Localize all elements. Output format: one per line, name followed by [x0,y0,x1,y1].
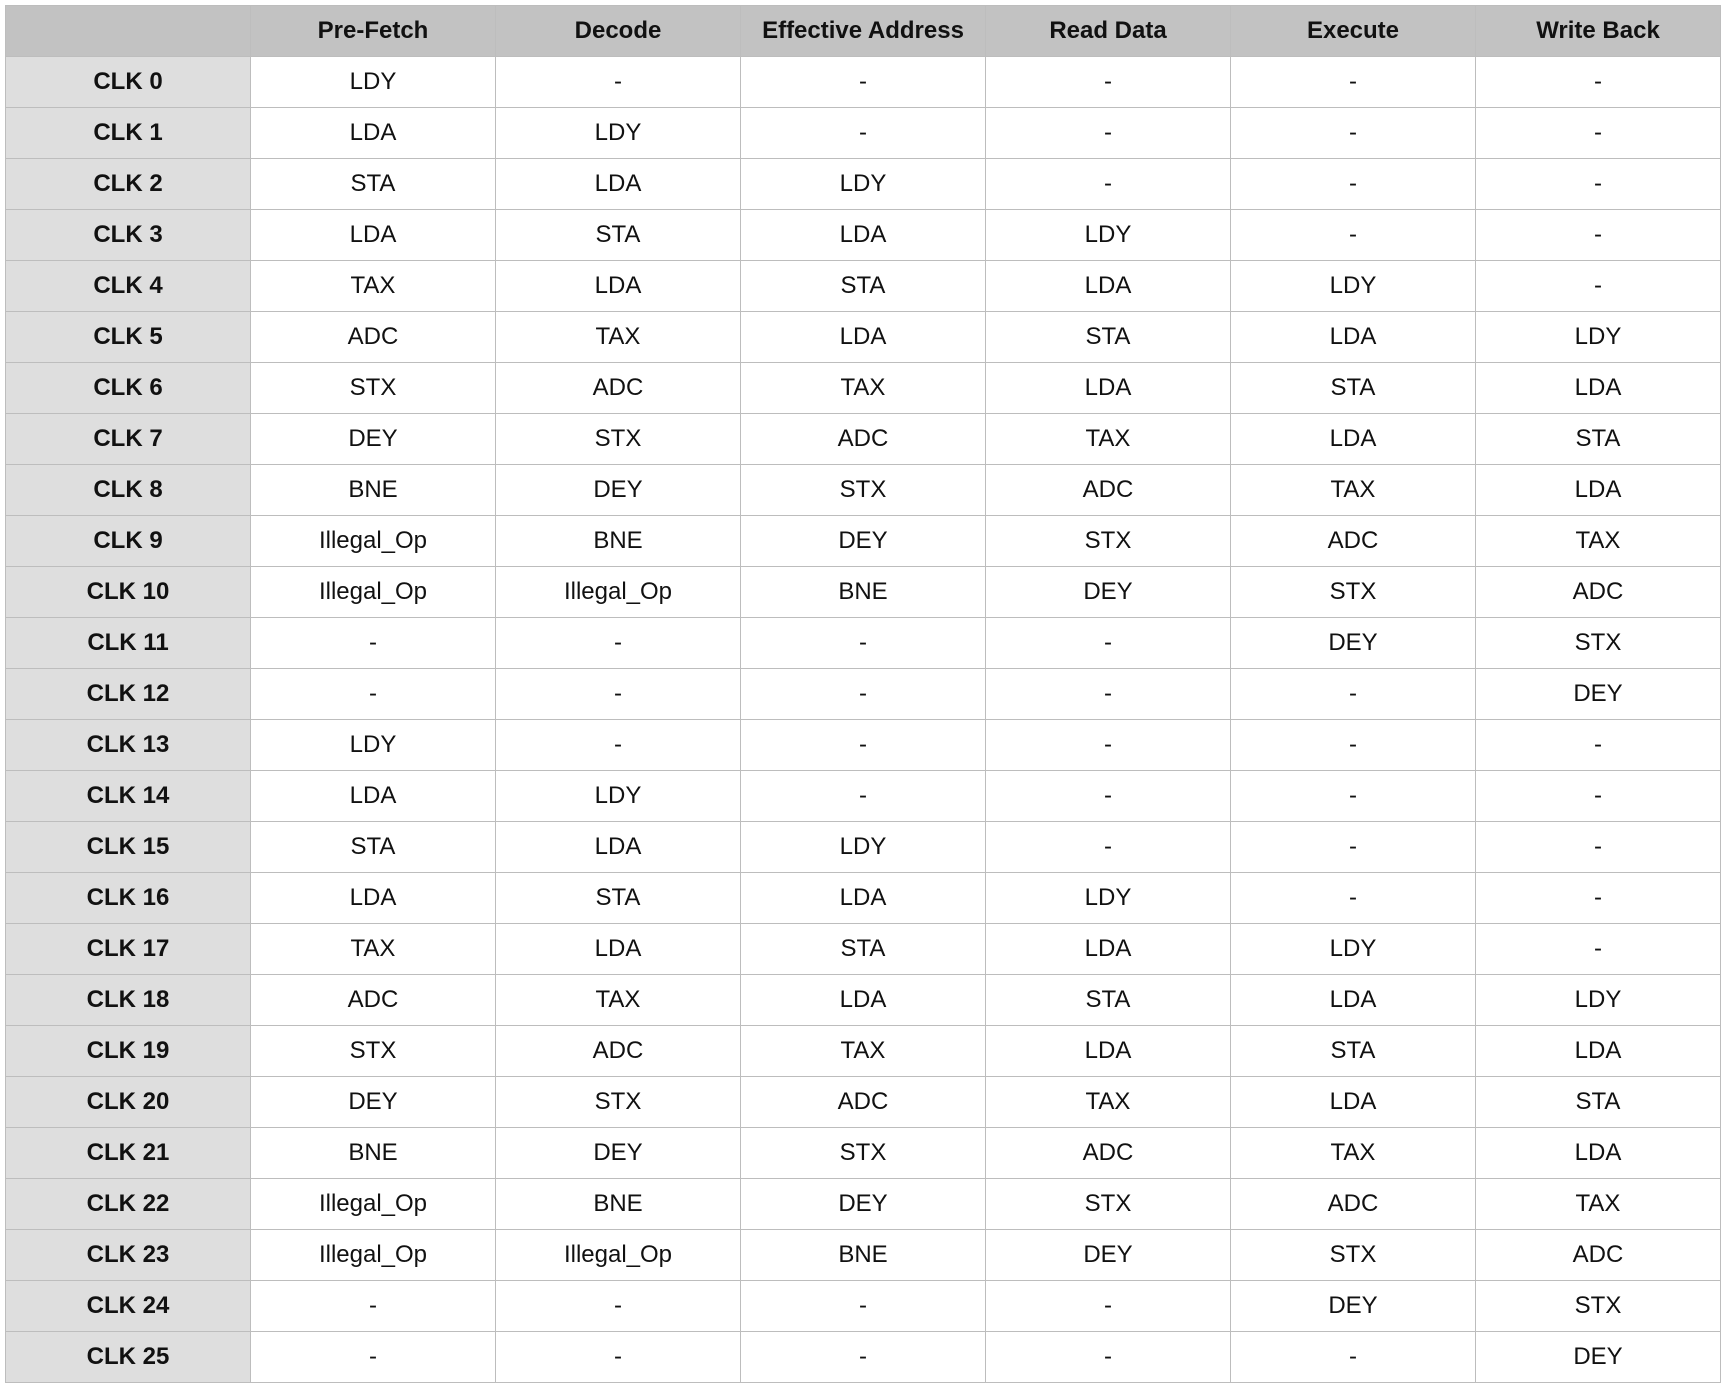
table-cell: TAX [741,1026,986,1077]
table-row [6,57,1721,108]
column-header: Read Data [986,6,1231,57]
table-cell: - [1231,159,1476,210]
table-cell: ADC [986,465,1231,516]
row-label: CLK 16 [6,873,251,924]
row-label: CLK 4 [6,261,251,312]
table-cell: Illegal_Op [496,567,741,618]
table-row [6,261,1721,312]
table-cell: LDA [251,873,496,924]
table-cell: STX [741,465,986,516]
table-cell: DEY [251,414,496,465]
row-label: CLK 7 [6,414,251,465]
table-cell: - [1476,873,1721,924]
table-cell: LDY [251,720,496,771]
table-cell: LDA [1231,312,1476,363]
table-cell: - [986,57,1231,108]
table-cell: - [1476,210,1721,261]
table-cell: LDY [986,210,1231,261]
table-cell: ADC [251,975,496,1026]
table-row [6,567,1721,618]
table-cell: - [1476,108,1721,159]
table-cell: STA [1231,1026,1476,1077]
row-label: CLK 22 [6,1179,251,1230]
table-cell: - [986,669,1231,720]
table-cell: STX [251,363,496,414]
row-label: CLK 15 [6,822,251,873]
table-row [6,1026,1721,1077]
table-cell: ADC [1231,1179,1476,1230]
table-row [6,1281,1721,1332]
table-cell: Illegal_Op [251,1230,496,1281]
pipeline-table [5,5,1721,1383]
row-label: CLK 13 [6,720,251,771]
table-cell: LDA [1476,465,1721,516]
table-cell: TAX [1476,516,1721,567]
table-cell: - [986,822,1231,873]
table-cell: TAX [1231,1128,1476,1179]
table-cell: STA [1231,363,1476,414]
row-label: CLK 14 [6,771,251,822]
table-cell: - [741,108,986,159]
table-row [6,1128,1721,1179]
table-cell: STX [496,1077,741,1128]
table-cell: DEY [741,516,986,567]
row-label: CLK 23 [6,1230,251,1281]
table-cell: - [1231,210,1476,261]
table-cell: - [1231,57,1476,108]
table-cell: - [986,771,1231,822]
row-label: CLK 25 [6,1332,251,1383]
table-cell: - [741,771,986,822]
header-row [6,6,1721,57]
table-cell: STX [986,516,1231,567]
table-cell: LDA [251,210,496,261]
table-cell: TAX [496,312,741,363]
table-cell: STA [741,261,986,312]
table-cell: LDA [251,108,496,159]
table-cell: DEY [496,1128,741,1179]
table-cell: LDY [741,159,986,210]
table-cell: ADC [496,1026,741,1077]
table-cell: - [496,720,741,771]
table-cell: ADC [986,1128,1231,1179]
table-body [6,57,1721,1383]
table-cell: LDA [496,822,741,873]
table-cell: - [1476,261,1721,312]
table-cell: - [251,618,496,669]
table-cell: DEY [251,1077,496,1128]
table-cell: ADC [741,414,986,465]
table-cell: LDY [1476,312,1721,363]
table-cell: - [986,159,1231,210]
table-cell: TAX [251,261,496,312]
table-cell: DEY [986,1230,1231,1281]
table-cell: STX [1231,567,1476,618]
table-cell: LDA [496,261,741,312]
table-cell: BNE [251,465,496,516]
table-cell: LDA [496,924,741,975]
table-cell: BNE [741,1230,986,1281]
table-cell: - [1231,669,1476,720]
table-cell: DEY [1231,618,1476,669]
table-cell: ADC [496,363,741,414]
table-cell: STA [1476,1077,1721,1128]
table-row [6,363,1721,414]
table-cell: LDY [1231,261,1476,312]
table-row [6,516,1721,567]
corner-cell [6,6,251,57]
table-row [6,720,1721,771]
table-row [6,414,1721,465]
table-cell: STA [251,822,496,873]
table-row [6,873,1721,924]
row-label: CLK 19 [6,1026,251,1077]
table-cell: LDA [496,159,741,210]
table-row [6,924,1721,975]
table-row [6,1077,1721,1128]
table-cell: BNE [496,1179,741,1230]
table-cell: LDA [1231,975,1476,1026]
row-label: CLK 20 [6,1077,251,1128]
table-cell: - [986,720,1231,771]
table-cell: - [1476,924,1721,975]
table-row [6,771,1721,822]
table-cell: - [1231,1332,1476,1383]
table-cell: STA [496,210,741,261]
table-cell: LDA [986,261,1231,312]
table-row [6,975,1721,1026]
table-cell: - [741,618,986,669]
table-cell: STX [741,1128,986,1179]
table-cell: LDY [986,873,1231,924]
table-row [6,465,1721,516]
table-cell: LDY [496,108,741,159]
table-cell: LDA [1231,1077,1476,1128]
row-label: CLK 12 [6,669,251,720]
table-row [6,669,1721,720]
table-cell: STX [986,1179,1231,1230]
table-cell: - [1231,771,1476,822]
table-cell: TAX [251,924,496,975]
table-cell: DEY [496,465,741,516]
table-cell: Illegal_Op [496,1230,741,1281]
row-label: CLK 2 [6,159,251,210]
table-row [6,210,1721,261]
table-cell: - [1476,159,1721,210]
table-row [6,312,1721,363]
table-cell: TAX [986,1077,1231,1128]
table-cell: DEY [1231,1281,1476,1332]
table-cell: - [1231,720,1476,771]
column-header: Decode [496,6,741,57]
table-cell: TAX [986,414,1231,465]
row-label: CLK 8 [6,465,251,516]
row-label: CLK 3 [6,210,251,261]
table-cell: Illegal_Op [251,1179,496,1230]
table-cell: LDA [1476,363,1721,414]
table-row [6,618,1721,669]
table-cell: TAX [1231,465,1476,516]
table-cell: - [741,1332,986,1383]
row-label: CLK 21 [6,1128,251,1179]
table-cell: - [986,618,1231,669]
table-cell: - [1231,873,1476,924]
table-header [6,6,1721,57]
table-cell: - [251,1281,496,1332]
table-cell: LDA [1231,414,1476,465]
row-label: CLK 0 [6,57,251,108]
table-row [6,108,1721,159]
table-cell: - [741,720,986,771]
table-cell: TAX [741,363,986,414]
table-cell: BNE [251,1128,496,1179]
table-cell: LDY [496,771,741,822]
table-cell: LDA [1476,1128,1721,1179]
table-cell: TAX [1476,1179,1721,1230]
table-cell: - [496,57,741,108]
row-label: CLK 24 [6,1281,251,1332]
table-cell: - [251,669,496,720]
table-cell: LDY [1231,924,1476,975]
table-cell: STA [986,312,1231,363]
table-cell: Illegal_Op [251,567,496,618]
table-cell: DEY [1476,1332,1721,1383]
table-row [6,1332,1721,1383]
column-header: Pre-Fetch [251,6,496,57]
table-cell: - [1476,57,1721,108]
table-cell: STX [251,1026,496,1077]
table-row [6,1179,1721,1230]
table-cell: LDA [741,975,986,1026]
table-cell: - [1476,771,1721,822]
table-cell: - [496,618,741,669]
column-header: Effective Address [741,6,986,57]
table-cell: ADC [251,312,496,363]
table-cell: - [986,108,1231,159]
table-cell: LDA [986,1026,1231,1077]
table-cell: - [251,1332,496,1383]
table-cell: Illegal_Op [251,516,496,567]
table-cell: LDA [986,924,1231,975]
table-cell: STA [986,975,1231,1026]
table-row [6,822,1721,873]
table-cell: BNE [741,567,986,618]
table-cell: DEY [741,1179,986,1230]
table-cell: LDY [251,57,496,108]
row-label: CLK 10 [6,567,251,618]
table-cell: TAX [496,975,741,1026]
table-cell: STX [1476,618,1721,669]
table-cell: - [986,1332,1231,1383]
row-label: CLK 5 [6,312,251,363]
table-cell: - [496,1281,741,1332]
table-cell: STA [496,873,741,924]
table-cell: LDA [1476,1026,1721,1077]
table-cell: ADC [1476,567,1721,618]
table-row [6,159,1721,210]
table-cell: LDY [1476,975,1721,1026]
row-label: CLK 6 [6,363,251,414]
table-cell: LDA [741,873,986,924]
table-cell: ADC [741,1077,986,1128]
table-cell: - [986,1281,1231,1332]
table-cell: - [1476,822,1721,873]
table-cell: STX [1231,1230,1476,1281]
table-cell: DEY [1476,669,1721,720]
table-cell: ADC [1476,1230,1721,1281]
table-cell: - [496,669,741,720]
row-label: CLK 11 [6,618,251,669]
table-cell: LDA [741,210,986,261]
table-cell: - [1476,720,1721,771]
row-label: CLK 17 [6,924,251,975]
table-cell: STA [1476,414,1721,465]
table-cell: - [496,1332,741,1383]
table-cell: STX [1476,1281,1721,1332]
table-cell: - [741,1281,986,1332]
table-cell: - [741,669,986,720]
table-cell: - [741,57,986,108]
row-label: CLK 1 [6,108,251,159]
column-header: Write Back [1476,6,1721,57]
table-cell: LDY [741,822,986,873]
row-label: CLK 9 [6,516,251,567]
table-cell: - [1231,108,1476,159]
table-cell: LDA [251,771,496,822]
table-cell: STA [251,159,496,210]
row-label: CLK 18 [6,975,251,1026]
table-cell: STX [496,414,741,465]
table-cell: ADC [1231,516,1476,567]
table-row [6,1230,1721,1281]
table-cell: STA [741,924,986,975]
column-header: Execute [1231,6,1476,57]
table-cell: - [1231,822,1476,873]
table-cell: LDA [986,363,1231,414]
table-cell: BNE [496,516,741,567]
table-cell: LDA [741,312,986,363]
table-cell: DEY [986,567,1231,618]
